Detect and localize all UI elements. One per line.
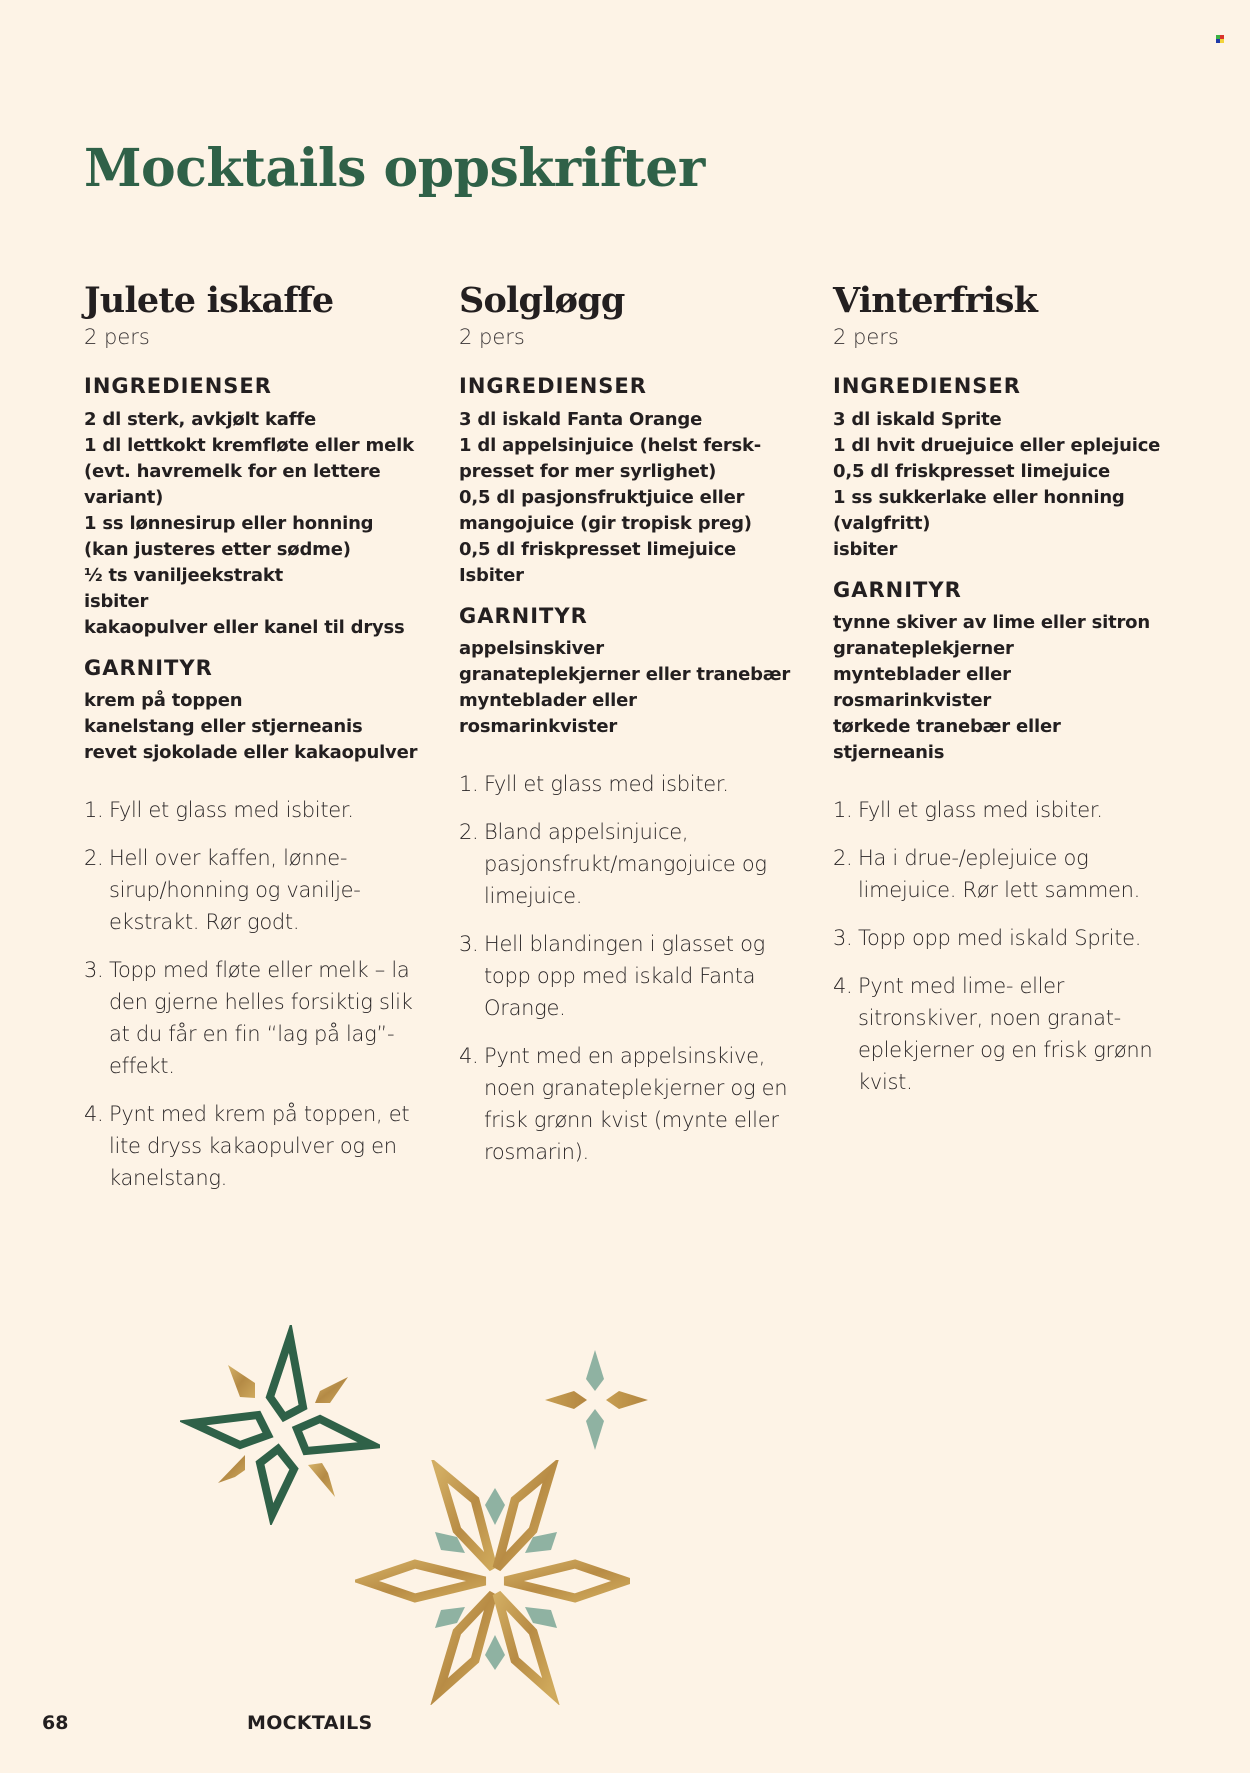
servings: 2 pers — [459, 325, 525, 349]
step-item — [459, 928, 799, 1024]
ingredient-item: Isbiter — [459, 564, 524, 586]
ingredient-item: 1 dl lettkokt kremfløte eller melk — [84, 434, 414, 456]
step-text: Ha i drue-/eplejuice og limejuice. Rør lett sammen. — [858, 845, 1141, 902]
step-text: Topp med fløte eller melk – la den gjerne helles forsiktig slik at du får en fin “lag på lag”-effekt. — [109, 957, 413, 1078]
garnish-list — [833, 610, 1173, 766]
ingredient-item: 3 dl iskald Sprite — [833, 408, 1002, 430]
step-number: 3. — [833, 925, 853, 950]
garnish-item: appelsinskiver — [459, 637, 604, 659]
garnish-item: mynteblader eller — [459, 689, 637, 711]
recipe-title: Julete iskaffe — [84, 280, 334, 321]
ingredient-item: ½ ts vaniljeekstrakt — [84, 564, 283, 586]
step-item — [84, 1098, 424, 1194]
step-number: 4. — [459, 1043, 479, 1068]
step-item — [833, 842, 1173, 906]
recipe-vinterfrisk — [833, 280, 1173, 1114]
step-item — [833, 922, 1173, 954]
steps-list — [84, 794, 424, 1194]
steps-list — [833, 794, 1173, 1098]
ingredients-list — [833, 407, 1173, 563]
step-number: 3. — [459, 931, 479, 956]
garnish-item: granateplekjerner eller tranebær — [459, 663, 791, 685]
garnish-item: stjerneanis — [833, 741, 945, 763]
step-item — [459, 768, 799, 800]
step-number: 4. — [833, 973, 853, 998]
ingredient-item: presset for mer syrlighet) — [459, 460, 717, 482]
garnish-list — [459, 636, 799, 740]
ingredients-list — [84, 407, 424, 641]
ingredient-item: (kan justeres etter sødme) — [84, 538, 351, 560]
step-text: Hell blandingen i glasset og topp opp med iskald Fanta Orange. — [484, 931, 765, 1020]
step-text: Fyll et glass med isbiter. — [484, 771, 729, 796]
step-item — [833, 970, 1173, 1098]
ingredients-heading: INGREDIENSER — [833, 374, 1021, 399]
windows-logo-icon — [1216, 35, 1224, 43]
small-sage-gold-sparkle-icon — [540, 1345, 650, 1455]
garnish-item: granateplekjerner — [833, 637, 1014, 659]
step-item — [833, 794, 1173, 826]
garnish-item: tørkede tranebær eller — [833, 715, 1061, 737]
garnish-item: revet sjokolade eller kakaopulver — [84, 741, 418, 763]
large-gold-snowflake-star-icon — [355, 1460, 630, 1705]
recipe-julete-iskaffe — [84, 280, 424, 1210]
page-title: Mocktails oppskrifter — [84, 138, 705, 199]
step-item — [84, 954, 424, 1082]
step-text: Hell over kaffen, lønne-sirup/honning og vanilje-ekstrakt. Rør godt. — [109, 845, 361, 934]
ingredient-item: mangojuice (gir tropisk preg) — [459, 512, 752, 534]
step-text: Fyll et glass med isbiter. — [109, 797, 354, 822]
garnish-heading: GARNITYR — [84, 655, 213, 680]
ingredient-item: 0,5 dl pasjonsfruktjuice eller — [459, 486, 745, 508]
ingredient-item: 2 dl sterk, avkjølt kaffe — [84, 408, 317, 430]
ingredient-item: 1 dl hvit druejuice eller eplejuice — [833, 434, 1161, 456]
garnish-item: krem på toppen — [84, 689, 243, 711]
ingredient-item: 1 dl appelsinjuice (helst fersk- — [459, 434, 762, 456]
ingredient-item: isbiter — [833, 538, 898, 560]
step-number: 1. — [459, 771, 479, 796]
recipe-title: Solgløgg — [459, 280, 625, 321]
step-text: Topp opp med iskald Sprite. — [858, 925, 1142, 950]
step-text: Pynt med krem på toppen, et lite dryss kakaopulver og en kanelstang. — [109, 1101, 410, 1190]
servings: 2 pers — [833, 325, 899, 349]
step-text: Pynt med lime- eller sitronskiver, noen granat-eplekjerner og en frisk grønn kvist. — [858, 973, 1153, 1094]
garnish-item: mynteblader eller — [833, 663, 1011, 685]
garnish-list — [84, 688, 424, 766]
garnish-heading: GARNITYR — [459, 603, 588, 628]
step-text: Pynt med en appelsinskive, noen granateplekjerner og en frisk grønn kvist (mynte eller rosmarin). — [484, 1043, 788, 1164]
step-item — [84, 794, 424, 826]
ingredient-item: isbiter — [84, 590, 149, 612]
garnish-item: kanelstang eller stjerneanis — [84, 715, 363, 737]
step-item — [459, 1040, 799, 1168]
green-gold-compass-star-icon — [180, 1325, 380, 1525]
step-item — [84, 842, 424, 938]
ingredient-item: 1 ss lønnesirup eller honning — [84, 512, 374, 534]
recipe-solglogg — [459, 280, 799, 1184]
ingredient-item: variant) — [84, 486, 164, 508]
steps-list — [459, 768, 799, 1168]
ingredients-heading: INGREDIENSER — [459, 374, 647, 399]
section-label: MOCKTAILS — [247, 1712, 373, 1734]
step-number: 4. — [84, 1101, 104, 1126]
ingredients-list — [459, 407, 799, 589]
ingredient-item: 0,5 dl friskpresset limejuice — [459, 538, 737, 560]
step-number: 1. — [833, 797, 853, 822]
step-number: 2. — [459, 819, 479, 844]
recipe-title: Vinterfrisk — [833, 280, 1038, 321]
garnish-item: tynne skiver av lime eller sitron — [833, 611, 1150, 633]
ingredient-item: 3 dl iskald Fanta Orange — [459, 408, 703, 430]
step-number: 1. — [84, 797, 104, 822]
garnish-item: rosmarinkvister — [459, 715, 617, 737]
step-text: Fyll et glass med isbiter. — [858, 797, 1103, 822]
step-number: 3. — [84, 957, 104, 982]
ingredient-item: 1 ss sukkerlake eller honning — [833, 486, 1125, 508]
step-text: Bland appelsinjuice, pasjonsfrukt/mangojuice og limejuice. — [484, 819, 767, 908]
garnish-item: rosmarinkvister — [833, 689, 991, 711]
ingredient-item: kakaopulver eller kanel til dryss — [84, 616, 405, 638]
ingredients-heading: INGREDIENSER — [84, 374, 272, 399]
servings: 2 pers — [84, 325, 150, 349]
garnish-heading: GARNITYR — [833, 577, 962, 602]
page-number: 68 — [42, 1712, 69, 1734]
ingredient-item: (evt. havremelk for en lettere — [84, 460, 381, 482]
ingredient-item: 0,5 dl friskpresset limejuice — [833, 460, 1111, 482]
step-number: 2. — [84, 845, 104, 870]
step-number: 2. — [833, 845, 853, 870]
ingredient-item: (valgfritt) — [833, 512, 931, 534]
step-item — [459, 816, 799, 912]
